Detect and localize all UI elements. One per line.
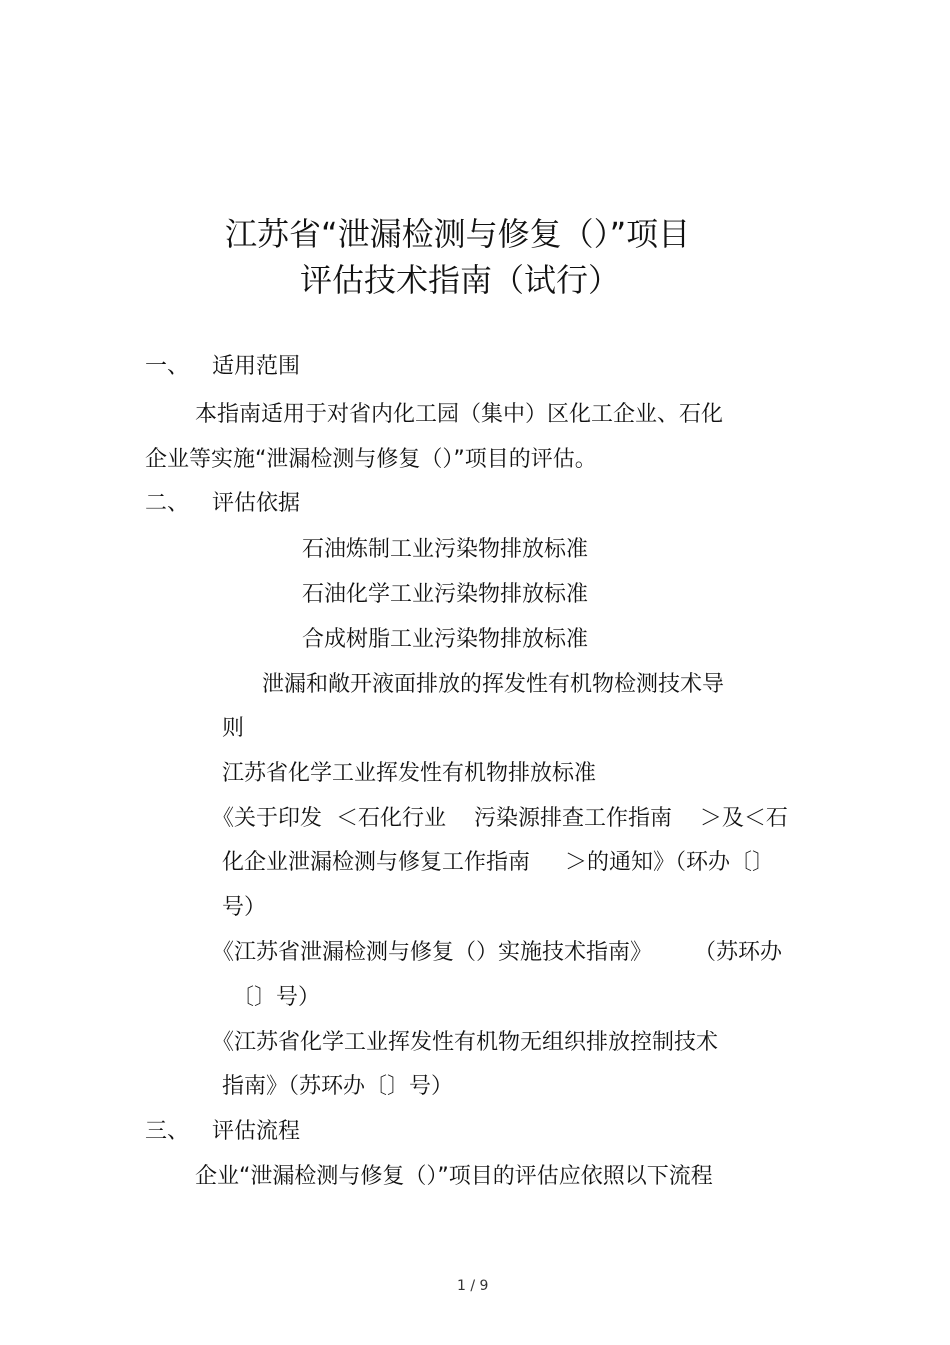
title-line-2: 评估技术指南（试行） [300,261,621,299]
reference-item: 《江苏省泄漏检测与修复（）实施技术指南》 （苏环办 [212,940,782,965]
reference-item-continuation: 则 [222,716,245,741]
section-1-heading: 适用范围 [212,354,301,379]
reference-item: 石油炼制工业污染物排放标准 [302,537,589,562]
page-number: 1 / 9 [457,1278,489,1294]
section-3-number: 三、 [145,1119,190,1144]
reference-item: 泄漏和敞开液面排放的挥发性有机物检测技术导 [262,672,725,697]
section-2-heading: 评估依据 [212,491,301,516]
reference-item: 江苏省化学工业挥发性有机物排放标准 [222,761,597,786]
section-1-paragraph-line-2: 企业等实施“泄漏检测与修复（）”项目的评估。 [145,447,597,472]
section-3-heading: 评估流程 [212,1119,301,1144]
section-2-number: 二、 [145,491,190,516]
reference-item: 《关于印发 ＜石化行业 污染源排查工作指南 ＞及＜石 [212,806,788,831]
section-3-paragraph-line-1: 企业“泄漏检测与修复（）”项目的评估应依照以下流程 [195,1164,713,1189]
reference-item-continuation: 号） [222,895,267,920]
section-1-paragraph-line-1: 本指南适用于对省内化工园（集中）区化工企业、石化 [195,402,724,427]
reference-item-continuation: 指南》（苏环办〔〕号） [222,1074,454,1099]
reference-item-continuation: 〔〕号） [232,985,321,1010]
reference-item-continuation: 化企业泄漏检测与修复工作指南 ＞的通知》（环办〔〕 [222,850,774,875]
reference-item: 合成树脂工业污染物排放标准 [302,627,589,652]
section-1-number: 一、 [145,354,190,379]
title-line-1: 江苏省“泄漏检测与修复（）”项目 [225,215,691,253]
reference-item: 石油化学工业污染物排放标准 [302,582,589,607]
reference-item: 《江苏省化学工业挥发性有机物无组织排放控制技术 [212,1030,719,1055]
